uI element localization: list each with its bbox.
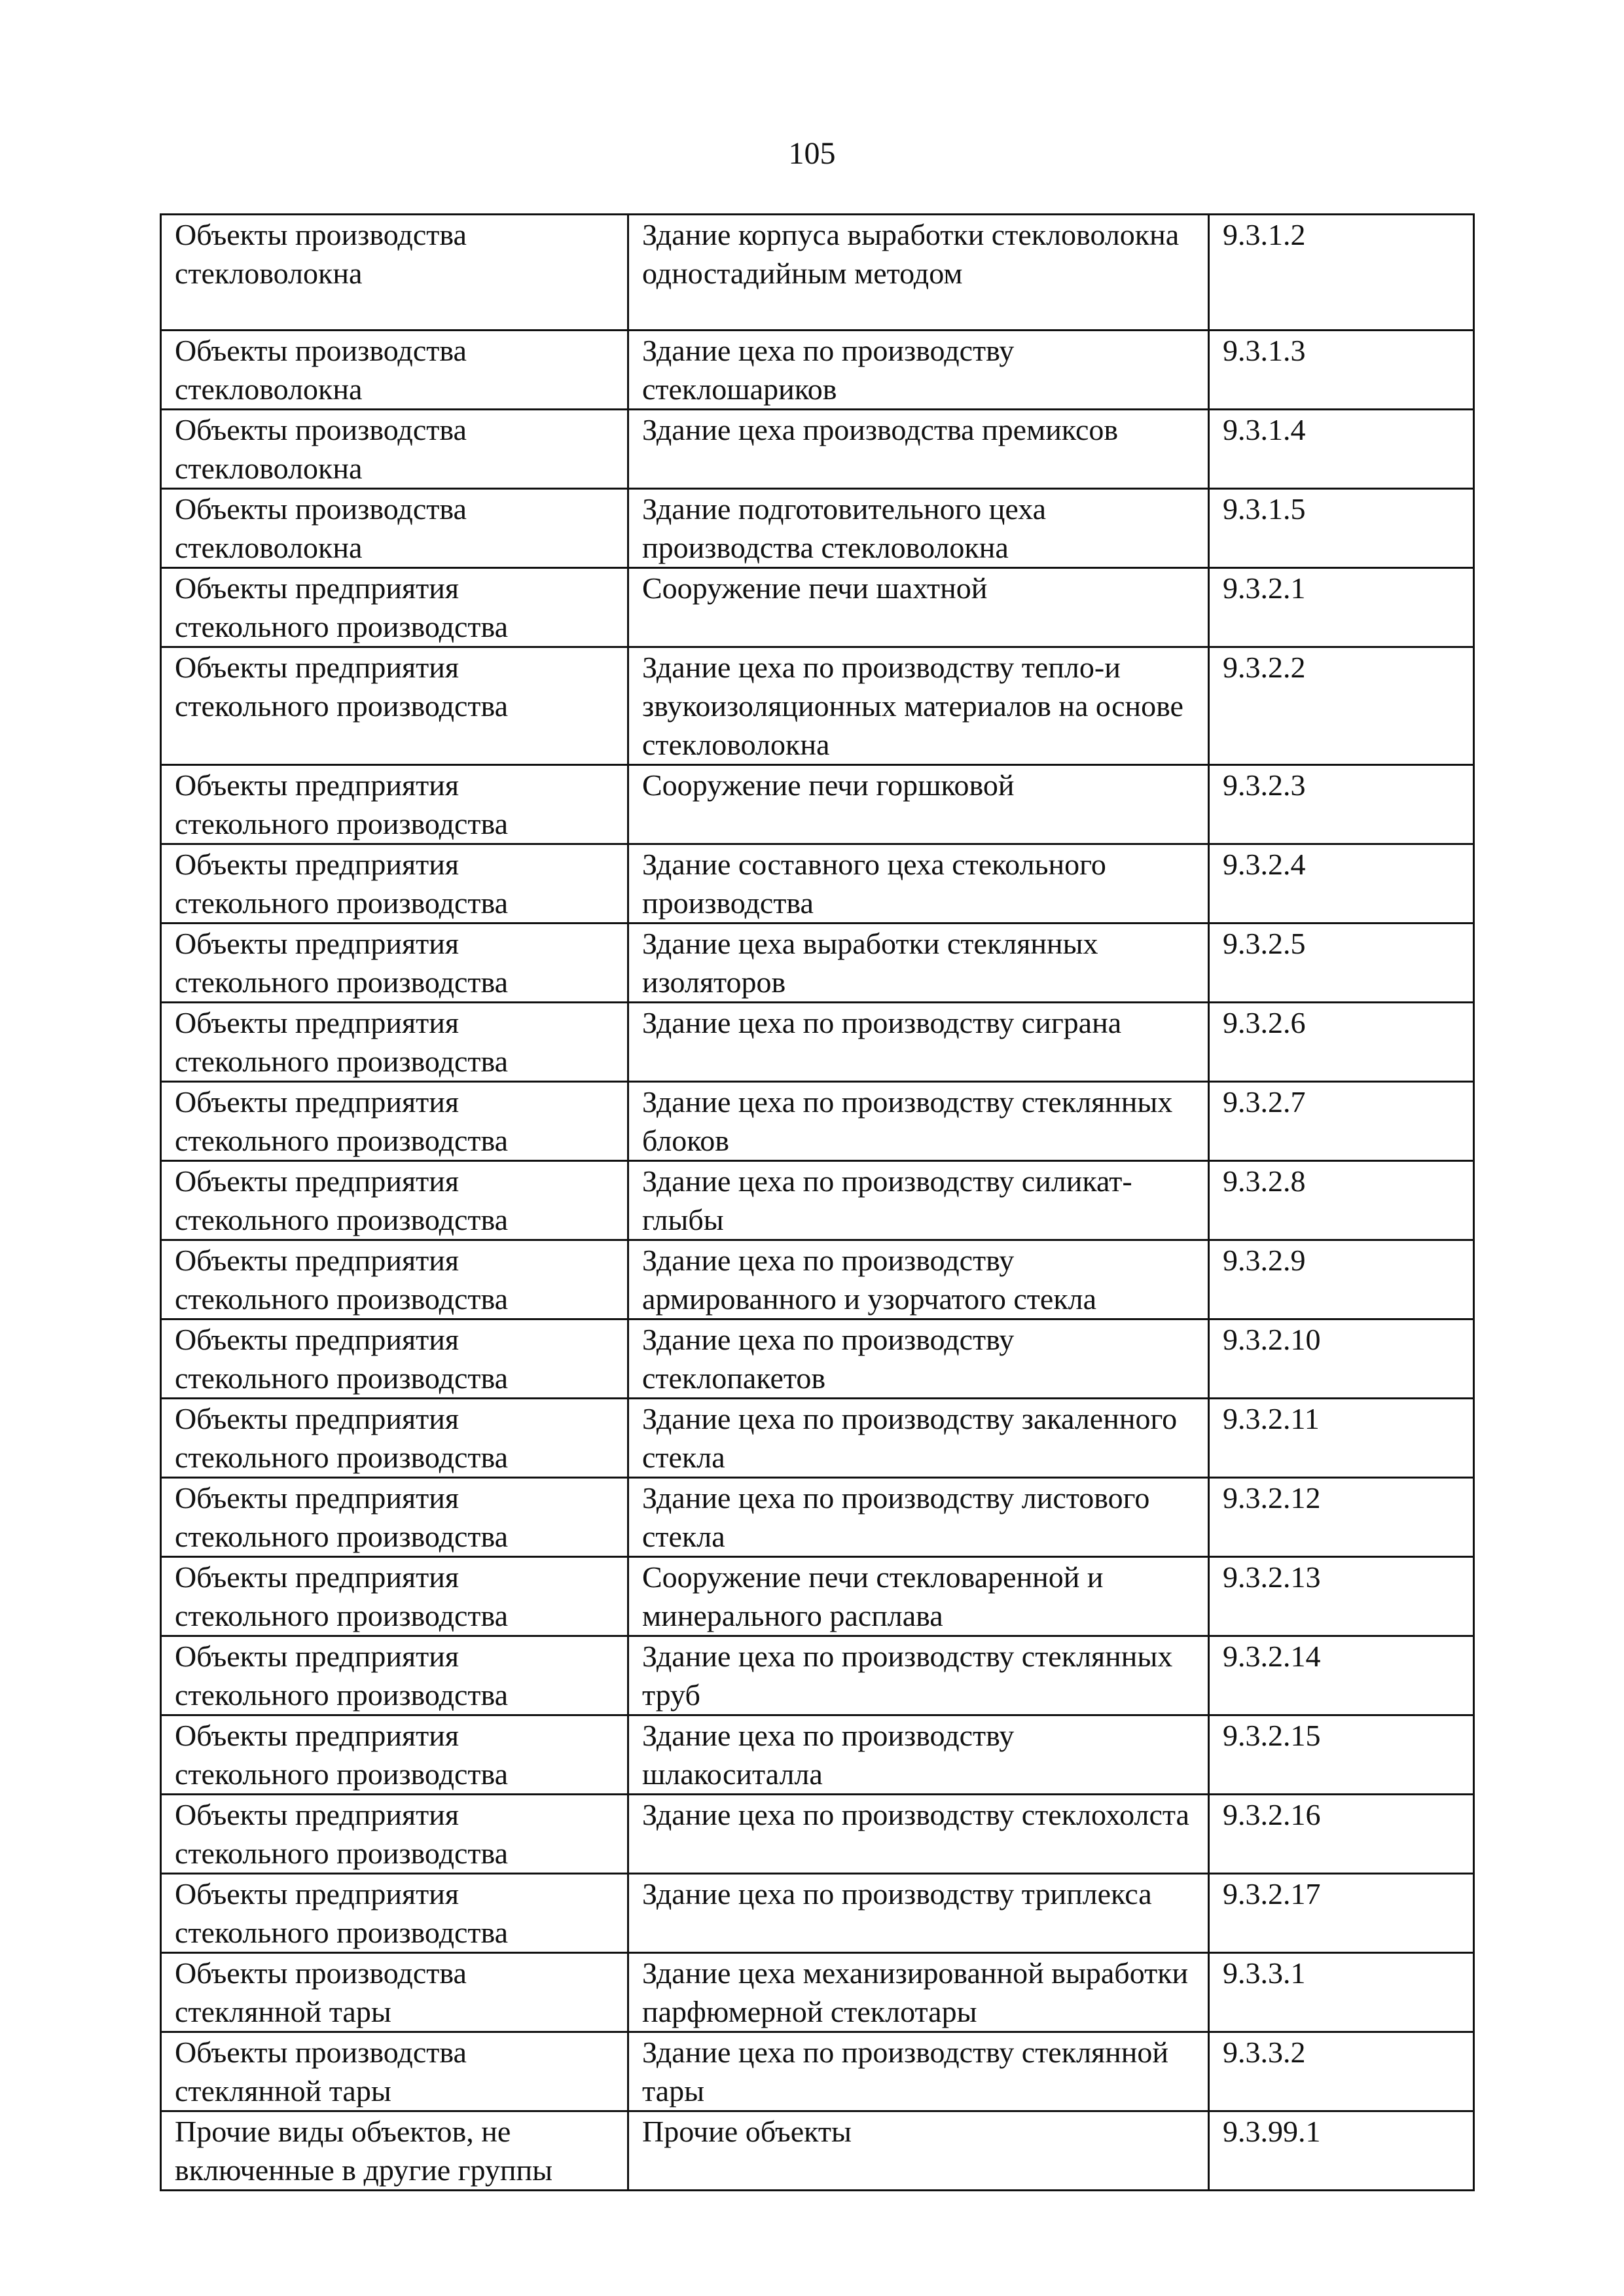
code-cell: 9.3.2.7 [1209, 1082, 1474, 1161]
code-cell: 9.3.2.1 [1209, 568, 1474, 647]
code-cell: 9.3.2.16 [1209, 1795, 1474, 1874]
table-row [161, 2032, 1474, 2111]
category-cell: Объекты производства стекловолокна [161, 331, 628, 410]
category-cell: Объекты производства стеклянной тары [161, 2032, 628, 2111]
category-cell: Объекты производства стекловолокна [161, 489, 628, 568]
category-cell: Объекты предприятия стекольного производства [161, 1399, 628, 1478]
table-row [161, 924, 1474, 1003]
category-cell: Объекты предприятия стекольного производства [161, 1795, 628, 1874]
code-cell: 9.3.2.9 [1209, 1240, 1474, 1319]
table-row [161, 844, 1474, 924]
category-cell: Объекты производства стекловолокна [161, 215, 628, 331]
table-row [161, 1319, 1474, 1399]
table-row [161, 1795, 1474, 1874]
category-cell: Объекты производства стеклянной тары [161, 1953, 628, 2032]
object-cell: Здание цеха производства премиксов [628, 410, 1209, 489]
code-cell: 9.3.3.2 [1209, 2032, 1474, 2111]
object-cell: Здание цеха по производству силикат-глыбы [628, 1161, 1209, 1240]
table-row [161, 1478, 1474, 1557]
object-cell: Здание цеха по производству закаленного стекла [628, 1399, 1209, 1478]
code-cell: 9.3.2.3 [1209, 765, 1474, 844]
category-cell: Объекты предприятия стекольного производства [161, 844, 628, 924]
category-cell: Объекты предприятия стекольного производства [161, 1874, 628, 1953]
table-row [161, 1003, 1474, 1082]
object-cell: Здание цеха механизированной выработки парфюмерной стеклотары [628, 1953, 1209, 2032]
code-cell: 9.3.2.13 [1209, 1557, 1474, 1636]
code-cell: 9.3.2.8 [1209, 1161, 1474, 1240]
category-cell: Объекты производства стекловолокна [161, 410, 628, 489]
object-cell: Здание составного цеха стекольного производства [628, 844, 1209, 924]
code-cell: 9.3.1.5 [1209, 489, 1474, 568]
object-cell: Здание подготовительного цеха производства стекловолокна [628, 489, 1209, 568]
page-number: 105 [788, 136, 836, 171]
category-cell: Объекты предприятия стекольного производства [161, 647, 628, 765]
object-cell: Здание цеха по производству тепло-и звукоизоляционных материалов на основе стекловолокна [628, 647, 1209, 765]
table-row [161, 410, 1474, 489]
category-cell: Объекты предприятия стекольного производства [161, 1636, 628, 1715]
code-cell: 9.3.3.1 [1209, 1953, 1474, 2032]
object-cell: Сооружение печи горшковой [628, 765, 1209, 844]
object-cell: Здание цеха по производству стеклопакетов [628, 1319, 1209, 1399]
code-cell: 9.3.99.1 [1209, 2111, 1474, 2191]
object-cell: Здание цеха по производству стеклянных блоков [628, 1082, 1209, 1161]
classification-table [160, 213, 1475, 2191]
table-row [161, 647, 1474, 765]
object-cell: Здание цеха по производству триплекса [628, 1874, 1209, 1953]
object-cell: Прочие объекты [628, 2111, 1209, 2191]
object-cell: Сооружение печи шахтной [628, 568, 1209, 647]
code-cell: 9.3.2.14 [1209, 1636, 1474, 1715]
table-row [161, 1557, 1474, 1636]
code-cell: 9.3.2.6 [1209, 1003, 1474, 1082]
object-cell: Сооружение печи стекловаренной и минерального расплава [628, 1557, 1209, 1636]
category-cell: Объекты предприятия стекольного производства [161, 1240, 628, 1319]
category-cell: Объекты предприятия стекольного производства [161, 1161, 628, 1240]
code-cell: 9.3.1.2 [1209, 215, 1474, 331]
table-row [161, 1082, 1474, 1161]
table-row [161, 568, 1474, 647]
table-row [161, 2111, 1474, 2191]
object-cell: Здание цеха по производству стеклошариков [628, 331, 1209, 410]
category-cell: Объекты предприятия стекольного производства [161, 924, 628, 1003]
category-cell: Объекты предприятия стекольного производства [161, 1319, 628, 1399]
table-row [161, 1240, 1474, 1319]
code-cell: 9.3.1.4 [1209, 410, 1474, 489]
object-cell: Здание цеха по производству сиграна [628, 1003, 1209, 1082]
code-cell: 9.3.2.4 [1209, 844, 1474, 924]
object-cell: Здание цеха по производству стеклянных труб [628, 1636, 1209, 1715]
category-cell: Прочие виды объектов, не включенные в другие группы [161, 2111, 628, 2191]
category-cell: Объекты предприятия стекольного производства [161, 1003, 628, 1082]
code-cell: 9.3.2.5 [1209, 924, 1474, 1003]
table-row [161, 1874, 1474, 1953]
object-cell: Здание цеха выработки стеклянных изоляторов [628, 924, 1209, 1003]
code-cell: 9.3.2.2 [1209, 647, 1474, 765]
code-cell: 9.3.1.3 [1209, 331, 1474, 410]
category-cell: Объекты предприятия стекольного производства [161, 568, 628, 647]
table-row [161, 1636, 1474, 1715]
table-row [161, 1161, 1474, 1240]
table-row [161, 765, 1474, 844]
category-cell: Объекты предприятия стекольного производства [161, 765, 628, 844]
table-row [161, 1399, 1474, 1478]
code-cell: 9.3.2.11 [1209, 1399, 1474, 1478]
object-cell: Здание цеха по производству шлакоситалла [628, 1715, 1209, 1795]
category-cell: Объекты предприятия стекольного производства [161, 1557, 628, 1636]
object-cell: Здание корпуса выработки стекловолокна одностадийным методом [628, 215, 1209, 331]
object-cell: Здание цеха по производству армированного и узорчатого стекла [628, 1240, 1209, 1319]
code-cell: 9.3.2.17 [1209, 1874, 1474, 1953]
code-cell: 9.3.2.15 [1209, 1715, 1474, 1795]
code-cell: 9.3.2.12 [1209, 1478, 1474, 1557]
table-row [161, 1953, 1474, 2032]
object-cell: Здание цеха по производству листового стекла [628, 1478, 1209, 1557]
table-row [161, 215, 1474, 331]
object-cell: Здание цеха по производству стеклохолста [628, 1795, 1209, 1874]
code-cell: 9.3.2.10 [1209, 1319, 1474, 1399]
table-row [161, 1715, 1474, 1795]
object-cell: Здание цеха по производству стеклянной тары [628, 2032, 1209, 2111]
category-cell: Объекты предприятия стекольного производства [161, 1082, 628, 1161]
category-cell: Объекты предприятия стекольного производства [161, 1478, 628, 1557]
table-row [161, 331, 1474, 410]
table-row [161, 489, 1474, 568]
category-cell: Объекты предприятия стекольного производства [161, 1715, 628, 1795]
